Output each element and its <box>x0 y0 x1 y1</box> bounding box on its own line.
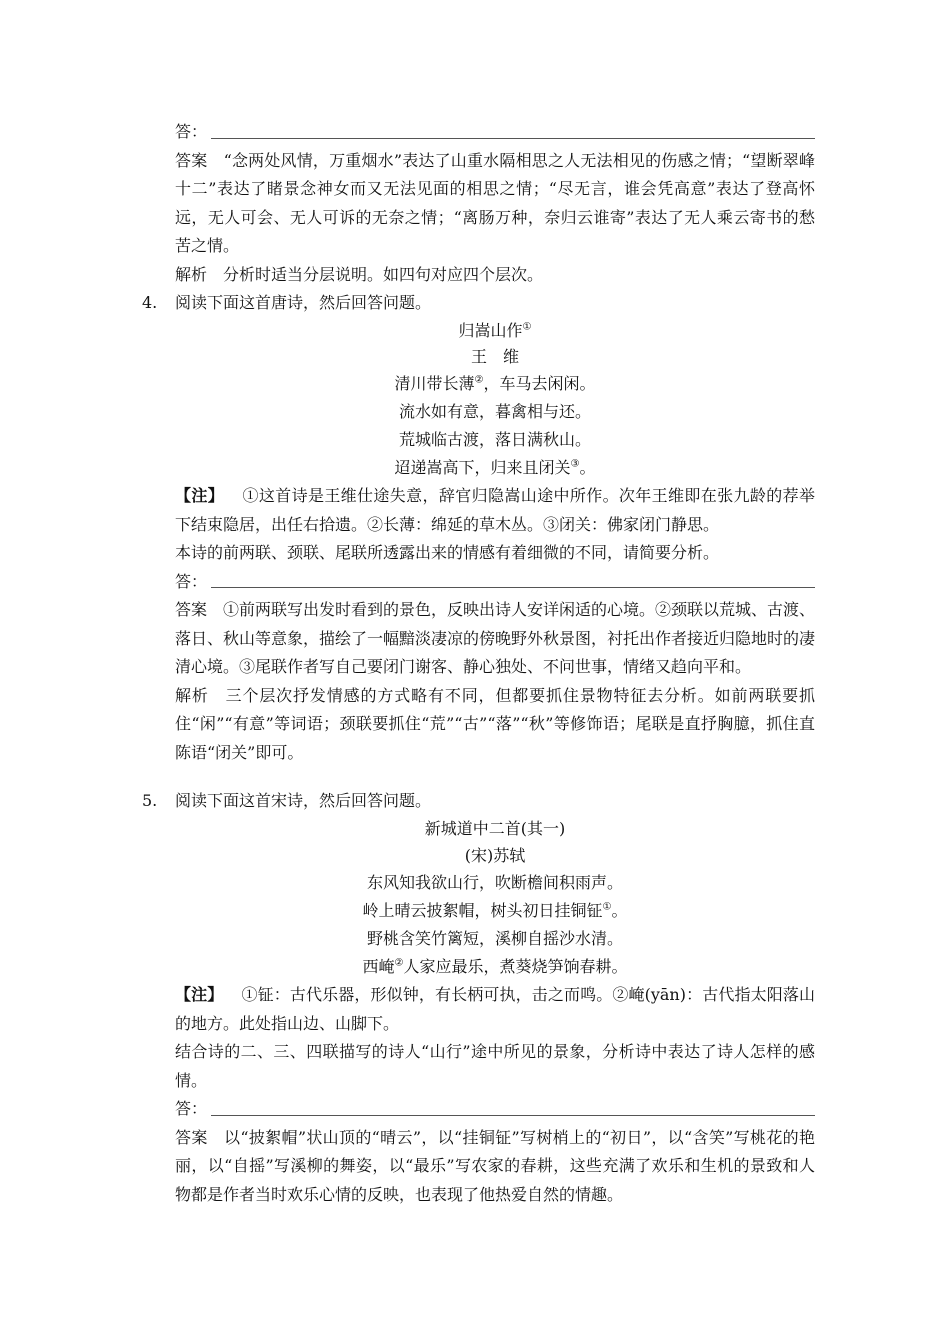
sec3-block <box>175 118 815 289</box>
q5-poem-title: 新城道中二首(其一) <box>424 819 566 838</box>
q5-poem-line: 东风知我欲山行，吹断檐间积雨声。 <box>366 873 623 892</box>
q4-poem-title <box>175 317 815 346</box>
answer-blank-rule <box>211 1115 815 1116</box>
q4-poem-line: 清川带长薄②，车马去闲闲。 <box>394 374 596 393</box>
q5-question: 结合诗的二、三、四联描写的诗人“山行”途中所见的景象，分析诗中表达了诗人怎样的感情。 <box>175 1042 815 1090</box>
q5-poem-author: (宋)苏轼 <box>464 846 526 865</box>
answer-blank-rule <box>211 587 815 588</box>
q4-question: 本诗的前两联、颈联、尾联所透露出来的情感有着细微的不同，请简要分析。 <box>175 543 720 562</box>
q4-analysis-text: 解析 三个层次抒发情感的方式略有不同，但都要抓住景物特征去分析。如前两联要抓住“闲”“有意”等词语；颈联要抓住“荒”“古”“落”“秋”等修饰语；尾联是直抒胸臆，抓住直陈语“闭关”即可。 <box>175 685 815 762</box>
note-text: ①这首诗是王维仕途失意，辞官归隐嵩山途中所作。次年王维即在张九龄的荐举下结束隐居，出任右拾遗。②长薄：绵延的草木丛。③闭关：佛家闭门静思。 <box>175 486 815 534</box>
q5-note <box>175 981 815 1038</box>
poem-title-note: ① <box>522 321 532 333</box>
q4-body <box>175 482 815 767</box>
note-text: ①钲：古代乐器，形似钟，有长柄可执，击之而鸣。②崦(yān)：古代指太阳落山的地方。此处指山边、山脚下。 <box>175 985 815 1033</box>
q4-poem-author: 王 维 <box>470 347 519 366</box>
q5-number: 5. <box>142 791 158 810</box>
sec3-answer-line[interactable] <box>175 118 815 147</box>
note-label: 【注】 <box>175 985 224 1004</box>
q4-header <box>142 289 815 318</box>
q4-poem-line: 迢递嵩高下，归来且闭关③。 <box>394 458 596 477</box>
q5-answer-line[interactable] <box>175 1095 815 1124</box>
q4-poem-line: 流水如有意，暮禽相与还。 <box>398 402 591 421</box>
poem-title-text: 归嵩山作 <box>458 321 523 340</box>
sec3-analysis-text: 解析 分析时适当分层说明。如四句对应四个层次。 <box>175 264 544 284</box>
q5-header <box>142 787 815 816</box>
q5-answer-text: 答案 以“披絮帽”状山顶的“晴云”，以“挂铜钲”写树梢上的“初日”，以“含笑”写桃花的艳丽，以“自摇”写溪柳的舞姿，以“最乐”写农家的春耕，这些充满了欢乐和生机的景致和人物都是作者当时欢乐心情的反映，也表现了他热爱自然的情趣。 <box>175 1127 815 1204</box>
answer-blank-rule <box>211 138 815 139</box>
note-label: 【注】 <box>175 486 225 505</box>
q4-answer-text: 答案 ①前两联写出发时看到的景色，反映出诗人安详闲适的心境。②颈联以荒城、古渡、落日、秋山等意象，描绘了一幅黯淡凄凉的傍晚野外秋景图，衬托出作者接近归隐地时的凄清心境。③尾联作者写自己要闭门谢客、静心独处、不问世事，情绪又趋向平和。 <box>175 600 816 676</box>
q5-poem-line: 西崦②人家应最乐，煮葵烧笋饷春耕。 <box>362 957 628 976</box>
q5-body <box>175 981 815 1209</box>
q5-prompt: 阅读下面这首宋诗，然后回答问题。 <box>175 791 432 810</box>
q4-poem-line: 荒城临古渡，落日满秋山。 <box>398 430 591 449</box>
answer-prompt: 答： <box>175 1099 208 1118</box>
answer-prompt: 答： <box>175 122 208 141</box>
q5-poem-line: 岭上晴云披絮帽，树头初日挂铜钲①。 <box>362 901 628 920</box>
q4-note <box>175 482 815 539</box>
q4-prompt: 阅读下面这首唐诗，然后回答问题。 <box>175 293 432 312</box>
q4-answer-line[interactable] <box>175 568 815 597</box>
q5-poem-line: 野桃含笑竹篱短，溪柳自摇沙水清。 <box>366 929 623 948</box>
q4-number: 4. <box>142 293 158 312</box>
sec3-answer-text: 答案 “念两处风情，万重烟水”表达了山重水隔相思之人无法相见的伤感之情；“望断翠峰十二”表达了睹景念神女而又无法见面的相思之情；“尽无言，谁会凭高意”表达了登高怀远，无人可会、无人可诉的无奈之情；“离肠万种，奈归云谁寄”表达了无人乘云寄书的愁苦之情。 <box>175 150 815 255</box>
answer-prompt: 答： <box>175 571 208 591</box>
